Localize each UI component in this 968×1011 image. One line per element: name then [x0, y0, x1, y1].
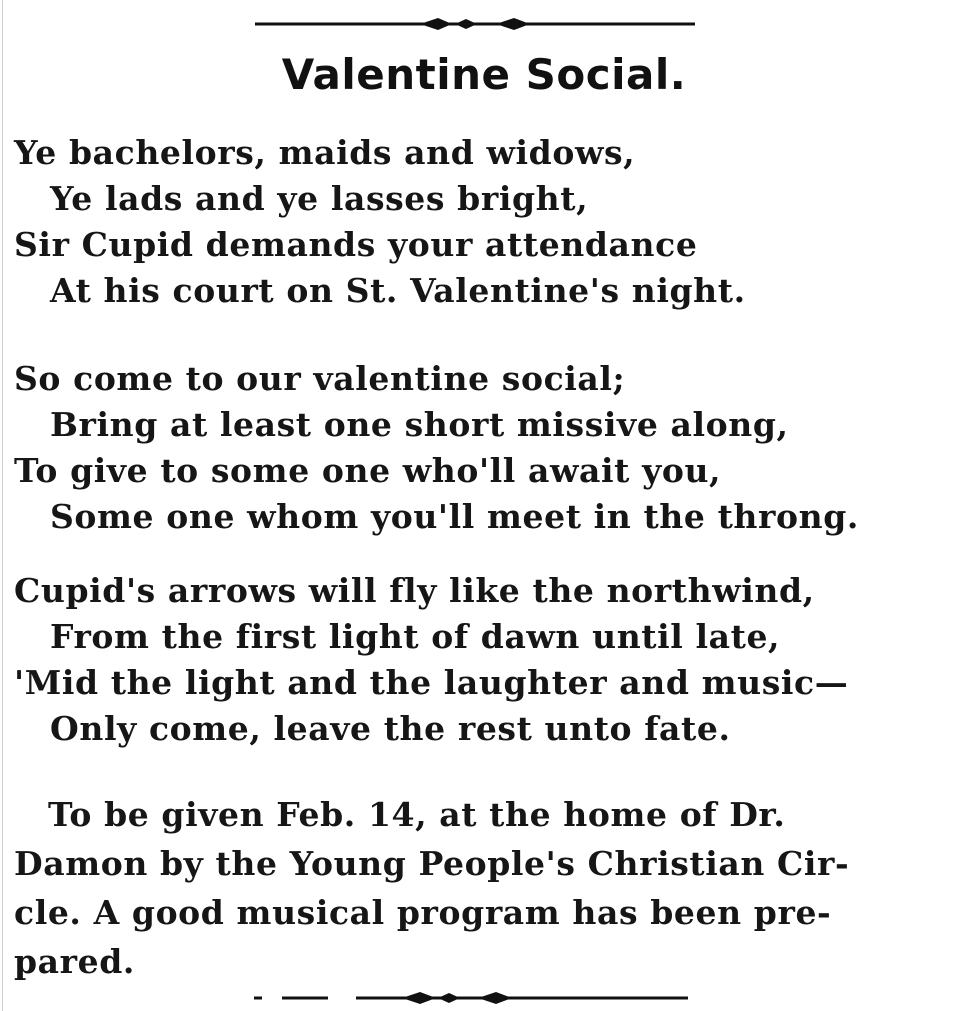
bottom-ornament-divider [0, 988, 968, 1008]
notice-line: Damon by the Young People's Christian Cir- [14, 844, 850, 883]
poem-line: Cupid's arrows will fly like the northwind, [14, 571, 815, 610]
page-edge-rule [2, 0, 3, 1011]
poem-line: At his court on St. Valentine's night. [50, 271, 746, 310]
poem-line: Ye bachelors, maids and widows, [14, 133, 636, 172]
notice-line: To be given Feb. 14, at the home of Dr. [48, 795, 786, 834]
poem-line: From the first light of dawn until late, [50, 617, 781, 656]
poem-line: Ye lads and ye lasses bright, [50, 179, 589, 218]
poem-stanza-2 [14, 356, 954, 540]
poem-line: Sir Cupid demands your attendance [14, 225, 698, 264]
poem-line: To give to some one who'll await you, [14, 451, 722, 490]
poem-line: Only come, leave the rest unto fate. [50, 709, 731, 748]
event-notice [14, 790, 934, 986]
poem-stanza-1 [14, 130, 954, 314]
poem-stanza-3 [14, 568, 954, 752]
poem-line: 'Mid the light and the laughter and music— [14, 663, 849, 702]
poem-line: Some one whom you'll meet in the throng. [50, 497, 859, 536]
notice-line: pared. [14, 942, 136, 981]
headline: Valentine Social. [281, 50, 687, 99]
notice-line: cle. A good musical program has been pre- [14, 893, 832, 932]
poem-line: So come to our valentine social; [14, 359, 626, 398]
top-ornament-divider [0, 14, 968, 34]
poem-line: Bring at least one short missive along, [50, 405, 789, 444]
